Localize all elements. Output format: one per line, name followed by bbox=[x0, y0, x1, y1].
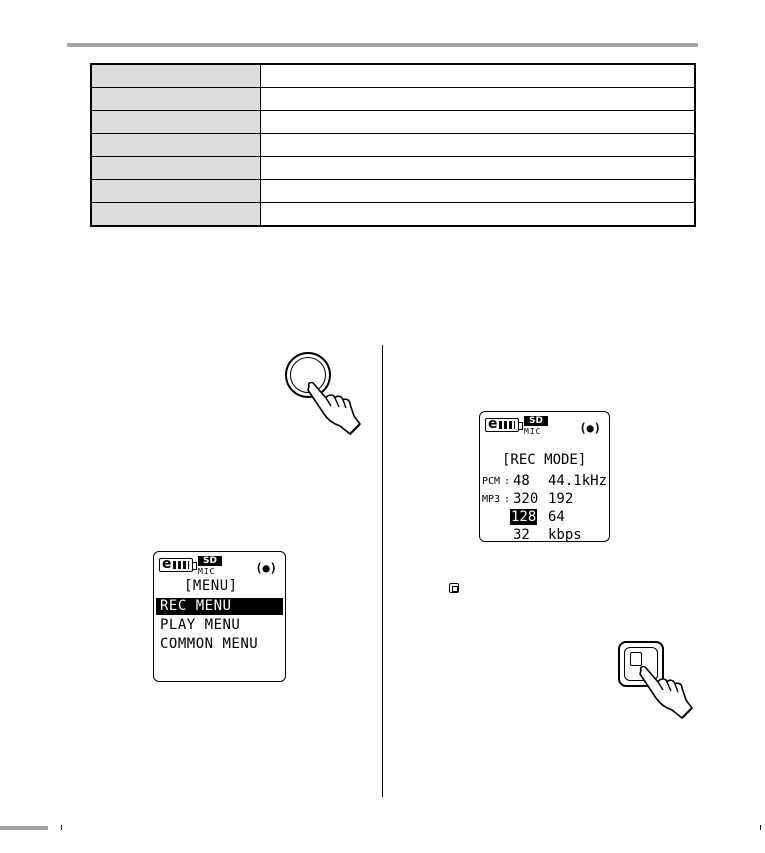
table-row bbox=[91, 180, 695, 203]
sd-badge: SD bbox=[198, 556, 222, 566]
column-divider bbox=[382, 345, 383, 797]
rec-mode-display: e SD MIC (●) [REC MODE] PCM : 48 44.1kHz MP3 : 320 192 128 64 32 kbps bbox=[479, 411, 610, 542]
table-row bbox=[91, 157, 695, 180]
table-row bbox=[91, 88, 695, 111]
menu-display bbox=[153, 551, 286, 682]
table-row bbox=[91, 203, 695, 227]
mic-label: MIC bbox=[524, 427, 542, 436]
sd-badge: SD bbox=[524, 416, 548, 426]
menu-item-common[interactable]: COMMON MENU bbox=[160, 636, 259, 652]
menu-title: [MENU] bbox=[184, 578, 238, 594]
mp3-option-192[interactable]: 192 bbox=[548, 491, 574, 507]
footer-rule bbox=[0, 826, 48, 830]
menu-item-play[interactable]: PLAY MENU bbox=[160, 617, 241, 633]
table-row bbox=[91, 134, 695, 157]
battery-icon: e bbox=[159, 558, 193, 572]
mp3-label: MP3 bbox=[482, 494, 501, 505]
pcm-label: PCM bbox=[482, 476, 501, 487]
pcm-option-44[interactable]: 44.1kHz bbox=[548, 473, 608, 489]
pointing-hand-icon bbox=[636, 664, 696, 720]
mp3-option-128-selected[interactable]: 128 bbox=[511, 509, 537, 525]
mic-indicator-icon: (●) bbox=[255, 561, 277, 575]
page-corner-mark bbox=[760, 825, 761, 830]
header-rule bbox=[67, 43, 698, 47]
spec-table bbox=[90, 63, 696, 227]
mp3-option-320[interactable]: 320 bbox=[513, 491, 539, 507]
table-row bbox=[91, 64, 695, 88]
mic-indicator-icon: (●) bbox=[579, 421, 601, 435]
stop-button-icon bbox=[449, 583, 459, 593]
page-corner-mark bbox=[61, 825, 62, 830]
menu-item-rec[interactable]: REC MENU bbox=[156, 598, 283, 615]
table-row bbox=[91, 111, 695, 134]
pcm-option-48[interactable]: 48 bbox=[513, 473, 530, 489]
pointing-hand-icon bbox=[304, 380, 364, 436]
mp3-option-64[interactable]: 64 bbox=[548, 509, 565, 525]
mic-label: MIC bbox=[198, 567, 216, 576]
mp3-option-32[interactable]: 32 bbox=[513, 527, 530, 543]
rec-mode-title: [REC MODE] bbox=[502, 452, 587, 468]
battery-icon: e bbox=[485, 418, 519, 432]
unit-kbps: kbps bbox=[548, 527, 582, 543]
